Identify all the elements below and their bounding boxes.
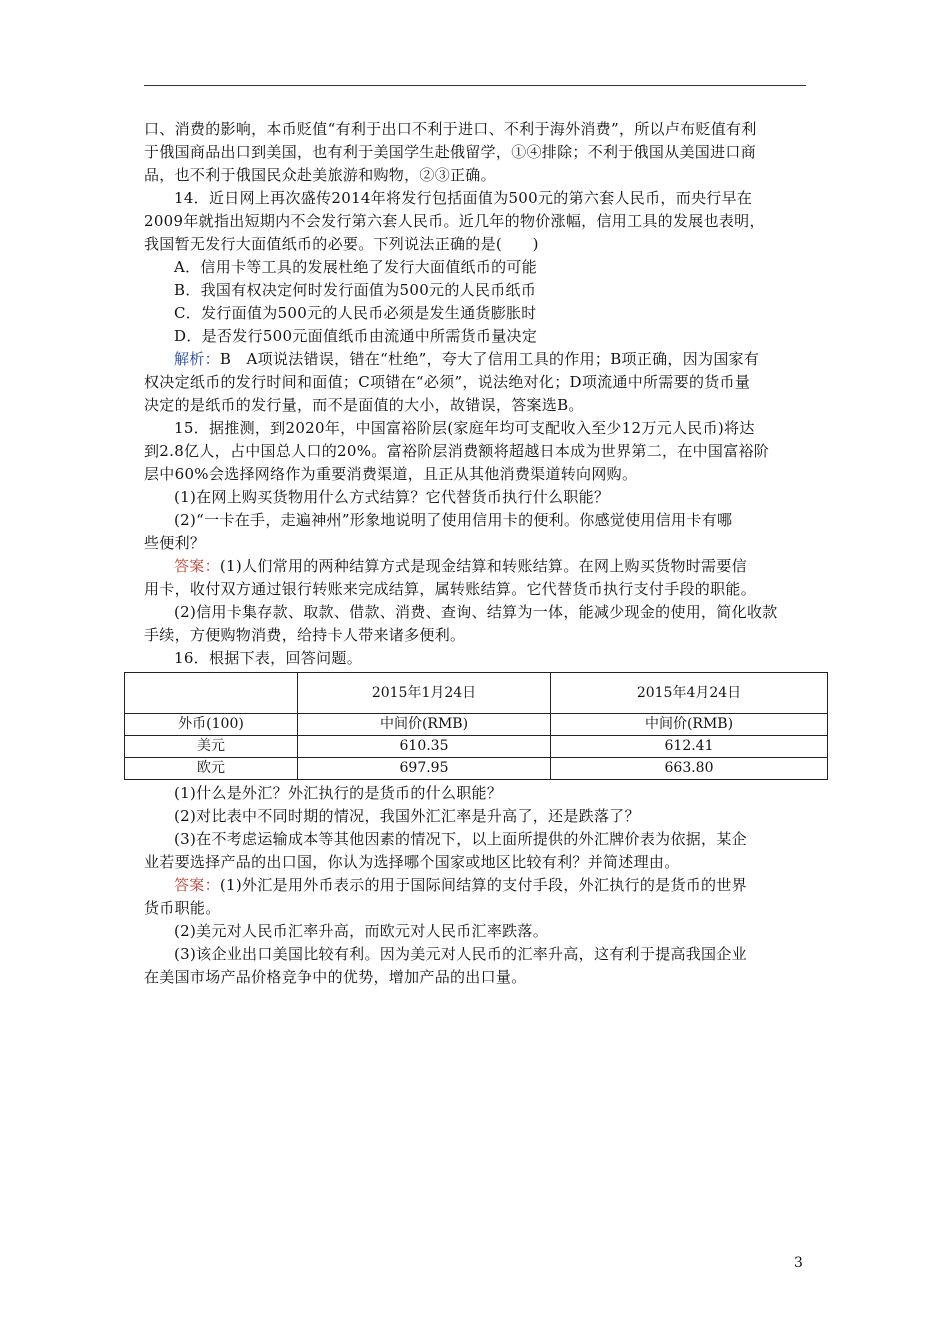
table-value: 610.35 (298, 736, 551, 758)
text-line: (3)在不考虑运输成本等其他因素的情况下，以上面所提供的外汇牌价表为依据，某企 (174, 830, 747, 848)
text-line: 些便利？ (144, 534, 206, 552)
text-line: (1)在网上购买货物用什么方式结算？它代替货币执行什么职能？ (174, 488, 610, 506)
analysis-line (144, 348, 809, 371)
table-date-2: 2015年4月24日 (551, 673, 828, 714)
text-line: 货币职能。 (144, 899, 221, 917)
text-line: 手续，方便购物消费，给持卡人带来诸多便利。 (144, 626, 466, 644)
table-currency: 美元 (125, 736, 298, 758)
answer-15-text: (1)人们常用的两种结算方式是现金结算和转账结算。在网上购买货物时需要信 (219, 557, 747, 575)
table-value: 697.95 (298, 758, 551, 780)
text-line: A．信用卡等工具的发展杜绝了发行大面值纸币的可能 (174, 258, 538, 276)
table-subheader-row (125, 714, 828, 736)
answer-16-line (144, 874, 809, 897)
answer-15-line (144, 555, 809, 578)
text-line: (1)什么是外汇？外汇执行的是货币的什么职能？ (174, 784, 503, 802)
text-line: 用卡，收付双方通过银行转账来完成结算，属转账结算。它代替货币执行支付手段的职能。 (144, 580, 757, 598)
analysis-label: 解析： (174, 350, 220, 368)
table-header-row (125, 673, 828, 714)
text-line: (2)“一卡在手，走遍神州”形象地说明了使用信用卡的便利。你感觉使用信用卡有哪 (174, 511, 733, 529)
text-line: B．我国有权决定何时发行面值为500元的人民币纸币 (174, 281, 537, 299)
text-line: 2009年就指出短期内不会发行第六套人民币。近几年的物价涨幅，信用工具的发展也表明， (144, 212, 765, 230)
text-line: (2)美元对人民币汇率升高，而欧元对人民币汇率跌落。 (174, 922, 549, 940)
table-value: 612.41 (551, 736, 828, 758)
question-16-block (144, 782, 809, 874)
answer-15-continuation (144, 578, 809, 670)
answer-16-continuation (144, 897, 809, 989)
text-line: 权决定纸币的发行时间和面值；C项错在“必须”，说法绝对化；D项流通中所需要的货币量 (144, 373, 751, 391)
analysis-continuation (144, 371, 809, 417)
text-line: 层中60%会选择网络作为重要消费渠道，且正从其他消费渠道转向网购。 (144, 465, 638, 483)
table-price-label-2: 中间价(RMB) (551, 714, 828, 736)
table-row (125, 758, 828, 780)
answer-15-label: 答案： (174, 557, 220, 575)
text-line: 14．近日网上再次盛传2014年将发行包括面值为500元的第六套人民币，而央行早在 (174, 189, 753, 207)
table-date-1: 2015年1月24日 (298, 673, 551, 714)
text-line: 我国暂无发行大面值纸币的必要。下列说法正确的是( ) (144, 235, 539, 253)
text-line: 口、消费的影响，本币贬值“有利于出口不利于进口、不利于海外消费”，所以卢布贬值有利 (144, 120, 757, 138)
text-line: 业若要选择产品的出口国，你认为选择哪个国家或地区比较有利？并简述理由。 (144, 853, 680, 871)
table-currency: 欧元 (125, 758, 298, 780)
text-line: 于俄国商品出口到美国，也有利于美国学生赴俄留学，①④排除；不利于俄国从美国进口商 (144, 143, 757, 161)
text-line: (2)对比表中不同时期的情况，我国外汇汇率是升高了，还是跌落了？ (174, 807, 640, 825)
table-price-label-1: 中间价(RMB) (298, 714, 551, 736)
document-body (144, 118, 809, 989)
text-line: 品，也不利于俄国民众赴美旅游和购物，②③正确。 (144, 166, 496, 184)
answer-16-label: 答案： (174, 876, 220, 894)
text-line: D．是否发行500元面值纸币由流通中所需货币量决定 (174, 327, 538, 345)
analysis-text: B A项说法错误，错在“杜绝”，夸大了信用工具的作用；B项正确，因为国家有 (219, 350, 760, 368)
text-line: 在美国市场产品价格竞争中的优势，增加产品的出口量。 (144, 968, 527, 986)
table-value: 663.80 (551, 758, 828, 780)
table-empty-cell (125, 673, 298, 714)
table-unit-label: 外币(100) (125, 714, 298, 736)
page-number: 3 (794, 1255, 803, 1271)
text-line: (2)信用卡集存款、取款、借款、消费、查询、结算为一体，能减少现金的使用，简化收款 (174, 603, 778, 621)
exchange-rate-table (124, 672, 828, 780)
question-14-block (144, 118, 809, 348)
text-line: (3)该企业出口美国比较有利。因为美元对人民币的汇率升高，这有利于提高我国企业 (174, 945, 747, 963)
text-line: 15．据推测，到2020年，中国富裕阶层(家庭年均可支配收入至少12万元人民币)将达 (174, 419, 755, 437)
question-15-block (144, 417, 809, 555)
text-line: C．发行面值为500元的人民币必须是发生通货膨胀时 (174, 304, 537, 322)
text-line: 到2.8亿人，占中国总人口的20%。富裕阶层消费额将超越日本成为世界第二，在中国富裕阶 (144, 442, 770, 460)
table-row (125, 736, 828, 758)
text-line: 决定的是纸币的发行量，而不是面值的大小，故错误，答案选B。 (144, 396, 584, 414)
text-line: 16．根据下表，回答问题。 (174, 649, 362, 667)
answer-16-text: (1)外汇是用外币表示的用于国际间结算的支付手段，外汇执行的是货币的世界 (219, 876, 747, 894)
header-rule (144, 85, 806, 86)
